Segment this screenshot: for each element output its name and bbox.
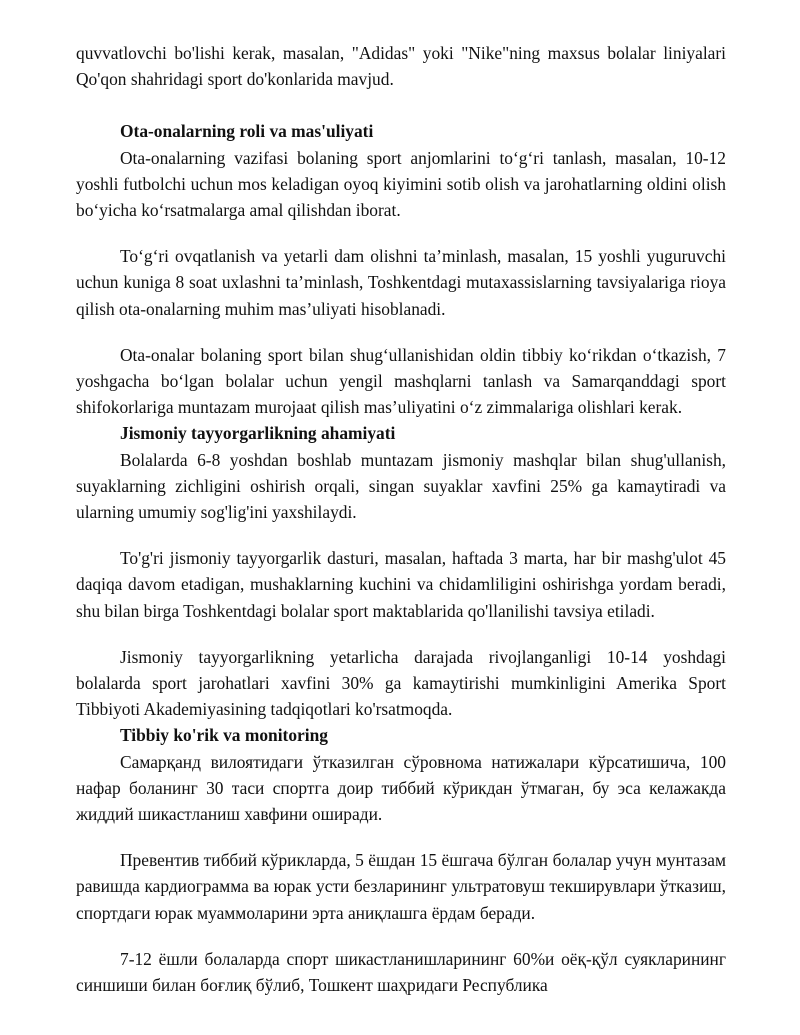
heading-physical-fitness: Jismoniy tayyorgarlikning ahamiyati	[120, 423, 396, 444]
paragraph-bone-density: Bolalarda 6-8 yoshdan boshlab muntazam jismoniy mashqlar bilan shug'ullanish, suyaklarning zichligini oshirish orqali, singan suyaklar xavfini 25% ga kamaytiradi va ularning umumiy sog'lig'ini yaxshilaydi.	[76, 449, 726, 523]
document-page	[76, 40, 726, 998]
paragraph-preventive-exams: Превентив тиббий кўрикларда, 5 ёшдан 15 ёшгача бўлган болалар учун мунтазам равишда кардиограмма ва юрак усти безларининг ультратовуш текширувлари ўтказиш, спортдаги юрак муаммоларини эрта аниқлашга ёрдам беради.	[76, 850, 726, 923]
heading-parents-role: Ota-onalarning roli va mas'uliyati	[120, 121, 374, 142]
paragraph-nutrition-rest: To‘g‘ri ovqatlanish va yetarli dam olishni ta’minlash, masalan, 15 yoshli yuguruvchi uchun kuniga 8 soat uxlashni ta’minlash, Toshkentdagi mutaxassislarning tavsiyalariga rioya qilish ota-onalarning muhim mas’uliyati hisoblanadi.	[76, 246, 726, 319]
paragraph-training-program: To'g'ri jismoniy tayyorgarlik dasturi, masalan, haftada 3 marta, har bir mashg'ulot 45 daqiqa davom etadigan, mushaklarning kuchini va chidamliligini oshirishga yordam beradi, shu bilan birga Toshkentdagi bolalar sport maktablarida qo'llanilishi tavsiya etiladi.	[76, 548, 726, 621]
paragraph-sport-shoes: quvvatlovchi bo'lishi kerak, masalan, "Adidas" yoki "Nike"ning maxsus bolalar liniyalari Qo'qon shahridagi sport do'konlarida mavjud.	[76, 43, 726, 90]
heading-medical-monitoring: Tibbiy ko'rik va monitoring	[120, 725, 328, 746]
paragraph-fractures: 7-12 ёшли болаларда спорт шикастланишларининг 60%и оёқ-қўл суякларининг синшиши билан боғлиқ бўлиб, Тошкент шаҳридаги Республика	[76, 948, 726, 996]
paragraph-survey-results: Самарқанд вилоятидаги ўтказилган сўровнома натижалари кўрсатишича, 100 нафар боланинг 30 таси спортга доир тиббий кўрикдан ўтмаган, бу эса келажакда жиддий шикастланиш хавфини оширади.	[76, 751, 726, 825]
paragraph-injury-risk: Jismoniy tayyorgarlikning yetarlicha darajada rivojlanganligi 10-14 yoshdagi bolalarda sport jarohatlari xavfini 30% ga kamaytirishi mumkinligini Amerika Sport Tibbiyoti Akademiyasining tadqiqotlari ko'rsatmoqda.	[76, 646, 726, 720]
paragraph-medical-check: Ota-onalar bolaning sport bilan shug‘ullanishidan oldin tibbiy ko‘rikdan o‘tkazish, 7 yoshgacha bo‘lgan bolalar uchun yengil mashqlarni tanlash va Samarqanddagi sport shifokorlariga muntazam murojaat qilish mas’uliyatini o‘z zimmalariga olishlari kerak.	[76, 344, 726, 418]
paragraph-parents-duty: Ota-onalarning vazifasi bolaning sport anjomlarini to‘g‘ri tanlash, masalan, 10-12 yoshli futbolchi uchun mos keladigan oyoq kiyimini sotib olish va jarohatlarning oldini olish bo‘yicha ko‘rsatmalarga amal qilishdan iborat.	[76, 147, 726, 221]
